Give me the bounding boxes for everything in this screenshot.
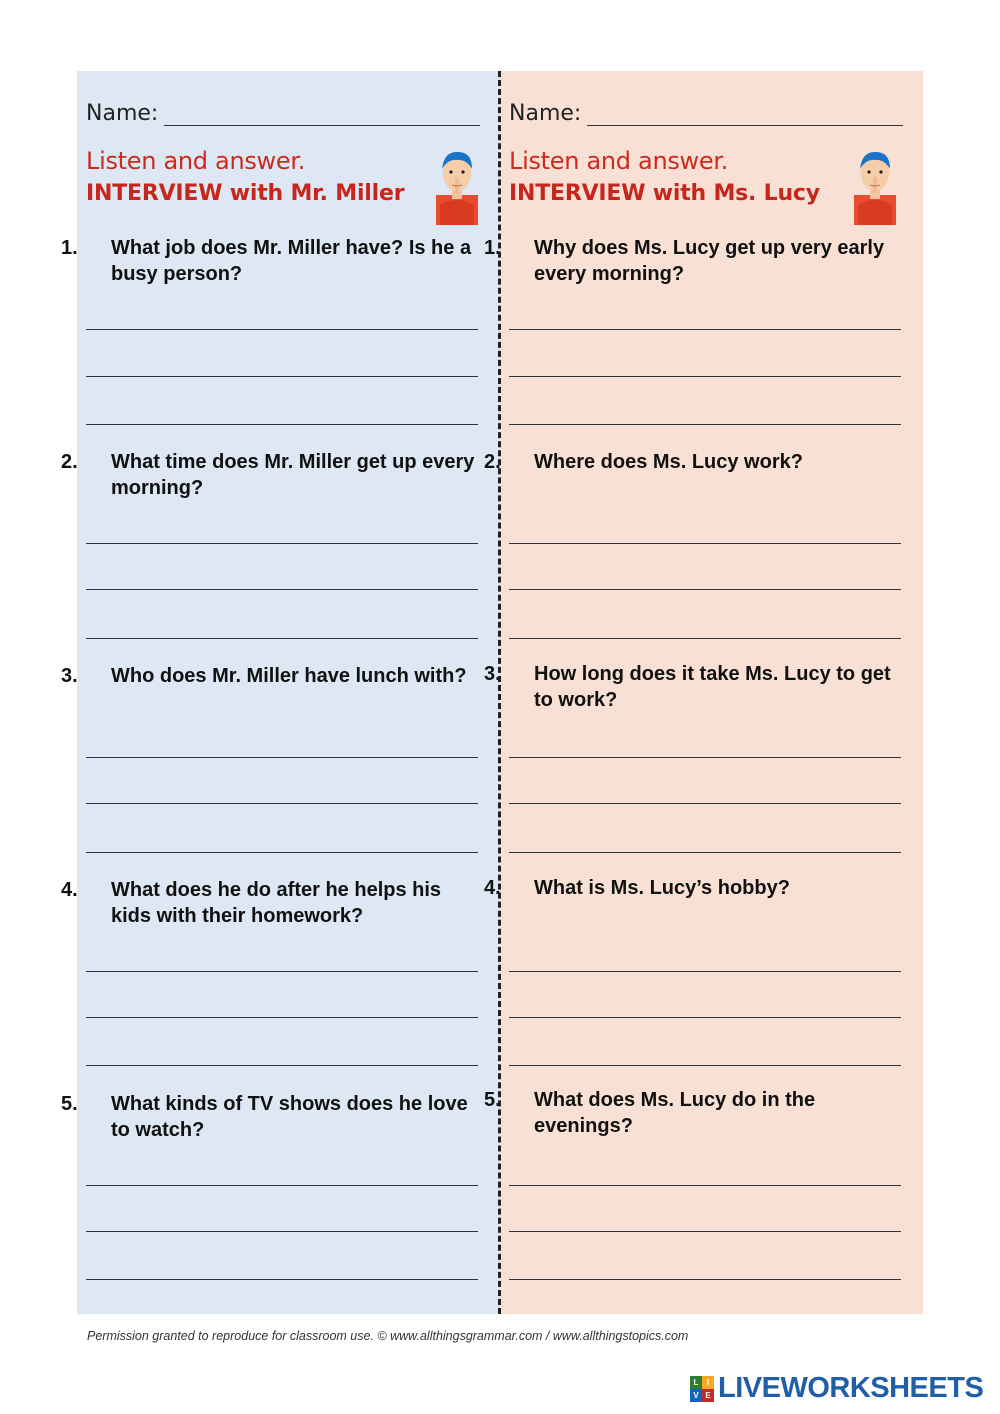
question-label: Where does Ms. Lucy work? [534,451,803,473]
question-label: Who does Mr. Miller have lunch with? [111,665,467,687]
cut-line-divider [498,71,501,1314]
logo-letter: I [702,1376,714,1389]
question-3 [61,663,486,689]
question-label: What does Ms. Lucy do in the evenings? [534,1089,816,1137]
answer-line[interactable] [86,1065,478,1066]
answer-line[interactable] [509,329,901,330]
question-number: 4. [484,877,501,899]
answer-line[interactable] [86,1185,478,1186]
liveworksheets-logo [690,1372,983,1405]
question-text [484,1087,909,1139]
instruction-heading: Listen and answer. [86,147,306,175]
answer-line[interactable] [86,589,478,590]
answer-line[interactable] [509,638,901,639]
answer-line[interactable] [509,757,901,758]
question-2 [484,449,909,475]
logo-letter: V [690,1389,702,1402]
question-label: What is Ms. Lucy’s hobby? [534,877,790,899]
answer-line[interactable] [86,803,478,804]
question-number: 3. [484,663,501,685]
answer-line[interactable] [86,1279,478,1280]
answer-line[interactable] [86,329,478,330]
question-text [61,235,486,287]
name-input-line[interactable] [164,103,480,126]
interview-title: INTERVIEW with Ms. Lucy [509,181,820,206]
question-text [484,449,909,475]
question-text [61,877,486,929]
question-label: How long does it take Ms. Lucy to get to work? [534,663,891,711]
answer-line[interactable] [509,1065,901,1066]
answer-line[interactable] [86,424,478,425]
thinking-boy-icon [854,147,896,225]
logo-letter: L [690,1376,702,1389]
answer-line[interactable] [509,1279,901,1280]
question-label: What time does Mr. Miller get up every morning? [111,451,475,499]
brand-name: LIVEWORKSHEETS [718,1372,984,1404]
question-label: Why does Ms. Lucy get up very early every morning? [534,237,885,285]
answer-line[interactable] [86,757,478,758]
question-number: 1. [484,237,501,259]
question-number: 4. [61,879,78,901]
answer-line[interactable] [86,1231,478,1232]
answer-line[interactable] [509,424,901,425]
question-5 [484,1087,909,1139]
answer-line[interactable] [86,638,478,639]
answer-line[interactable] [509,543,901,544]
question-4 [484,875,909,901]
question-number: 5. [61,1093,78,1115]
left-column-mr-miller [61,71,500,1314]
name-field-row [509,101,903,126]
answer-line[interactable] [509,1231,901,1232]
question-5 [61,1091,486,1143]
answer-line[interactable] [509,1185,901,1186]
question-number: 2. [484,451,501,473]
name-label: Name: [86,101,159,126]
liveworksheets-logo-icon [690,1376,714,1402]
question-number: 5. [484,1089,501,1111]
answer-line[interactable] [86,543,478,544]
name-input-line[interactable] [587,103,903,126]
thinking-boy-icon [436,147,478,225]
answer-line[interactable] [509,852,901,853]
right-column-ms-lucy [484,71,923,1314]
answer-line[interactable] [509,376,901,377]
question-text [61,1091,486,1143]
name-label: Name: [509,101,582,126]
answer-line[interactable] [86,852,478,853]
permission-footer: Permission granted to reproduce for classroom use. © www.allthingsgrammar.com / www.allthingstopics.com [87,1329,689,1343]
answer-line[interactable] [509,589,901,590]
answer-line[interactable] [509,971,901,972]
instruction-heading: Listen and answer. [509,147,729,175]
question-number: 2. [61,451,78,473]
question-label: What kinds of TV shows does he love to watch? [111,1093,468,1141]
question-text [61,663,486,689]
answer-line[interactable] [86,376,478,377]
question-3 [484,661,909,713]
question-number: 3. [61,665,78,687]
question-text [484,235,909,287]
worksheet [61,71,923,1314]
question-label: What job does Mr. Miller have? Is he a busy person? [111,237,472,285]
question-4 [61,877,486,929]
question-text [484,661,909,713]
name-field-row [86,101,480,126]
answer-line[interactable] [509,1017,901,1018]
question-text [61,449,486,501]
answer-line[interactable] [509,803,901,804]
interview-title: INTERVIEW with Mr. Miller [86,181,405,206]
question-text [484,875,909,901]
question-1 [484,235,909,287]
question-1 [61,235,486,287]
question-number: 1. [61,237,78,259]
question-label: What does he do after he helps his kids with their homework? [111,879,442,927]
answer-line[interactable] [86,1017,478,1018]
logo-letter: E [702,1389,714,1402]
question-2 [61,449,486,501]
answer-line[interactable] [86,971,478,972]
